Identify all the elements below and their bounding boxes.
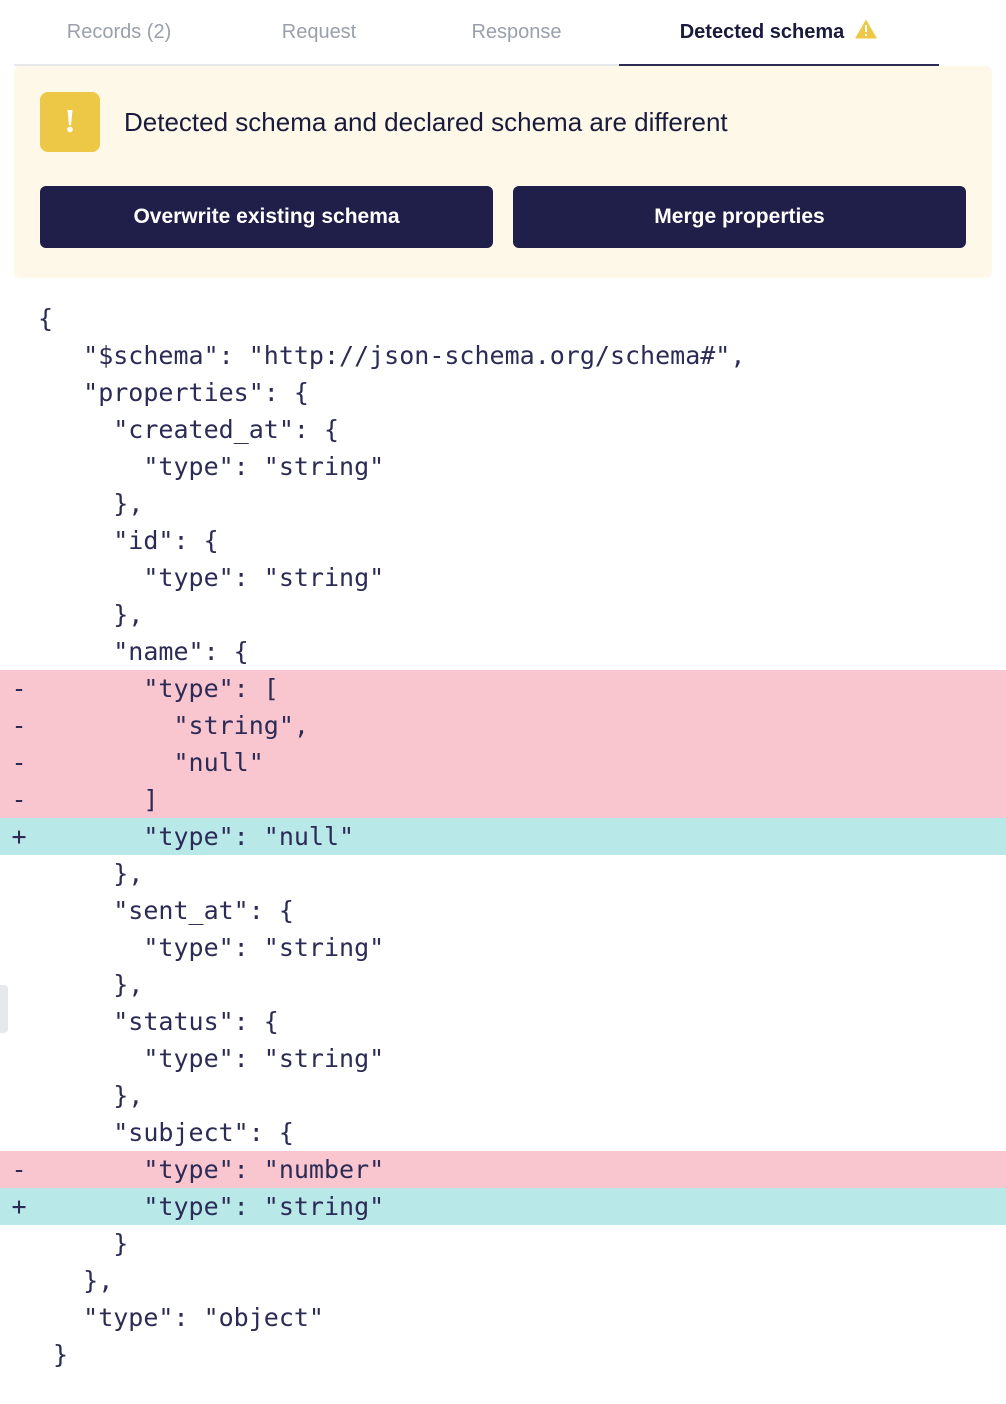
diff-line [0, 1077, 1006, 1114]
tab-detected-schema-label: Detected schema [679, 20, 845, 43]
diff-line [0, 1336, 1006, 1373]
diff-line-text: }, [38, 1266, 114, 1295]
diff-line [0, 522, 1006, 559]
diff-line-marker: - [11, 1155, 27, 1184]
banner-message: Detected schema and declared schema are different [124, 106, 728, 137]
diff-line-text: }, [38, 859, 144, 888]
diff-line-text: "id": { [38, 526, 219, 555]
diff-line [0, 1188, 1006, 1225]
tab-records[interactable] [14, 0, 224, 66]
diff-line [0, 374, 1006, 411]
diff-line [0, 1225, 1006, 1262]
diff-line-text: { [38, 304, 54, 333]
alert-exclamation-icon [40, 92, 100, 152]
diff-line-text: "type": "null" [38, 822, 355, 851]
diff-line [0, 966, 1006, 1003]
schema-diff-view[interactable] [0, 300, 1006, 1373]
diff-line-text: "type": [ [38, 674, 279, 703]
diff-line-marker: + [11, 822, 27, 851]
diff-line-text: } [38, 1229, 129, 1258]
diff-line-marker: + [11, 1192, 27, 1221]
diff-line-text: }, [38, 489, 144, 518]
scroll-indicator[interactable] [0, 985, 8, 1033]
diff-line [0, 411, 1006, 448]
diff-line-marker: - [11, 711, 27, 740]
diff-line [0, 670, 1006, 707]
diff-line [0, 485, 1006, 522]
tab-request-label: Request [281, 20, 357, 43]
diff-line [0, 596, 1006, 633]
diff-line-marker: - [11, 785, 27, 814]
diff-line-text: "$schema": "http://json-schema.org/schema#", [38, 341, 746, 370]
diff-line-text: "type": "string" [38, 452, 385, 481]
warning-triangle-icon [854, 18, 878, 46]
diff-line [0, 781, 1006, 818]
schema-mismatch-banner [14, 66, 992, 278]
diff-line-text: ] [38, 785, 159, 814]
diff-line-text: "type": "string" [38, 1192, 385, 1221]
diff-line-text: "type": "string" [38, 1044, 385, 1073]
diff-line-text: "string", [38, 711, 309, 740]
diff-line-text: "type": "string" [38, 933, 385, 962]
diff-line-text: }, [38, 1081, 144, 1110]
diff-line [0, 818, 1006, 855]
overwrite-existing-schema-button[interactable]: Overwrite existing schema [40, 186, 493, 248]
diff-line [0, 1114, 1006, 1151]
diff-line-text: "status": { [38, 1007, 279, 1036]
diff-line [0, 633, 1006, 670]
diff-line [0, 1262, 1006, 1299]
diff-line-text: "type": "string" [38, 563, 385, 592]
tab-response[interactable] [414, 0, 619, 66]
banner-message-row [40, 92, 966, 152]
diff-line [0, 300, 1006, 337]
diff-line-text: "created_at": { [38, 415, 340, 444]
diff-line-marker: - [11, 748, 27, 777]
tab-bar [0, 0, 1006, 66]
diff-line [0, 707, 1006, 744]
diff-line [0, 1003, 1006, 1040]
diff-line [0, 892, 1006, 929]
diff-line-text: }, [38, 600, 144, 629]
diff-line [0, 929, 1006, 966]
exclamation-glyph: ! [64, 103, 76, 140]
diff-line-text: "sent_at": { [38, 896, 294, 925]
diff-line-text: }, [38, 970, 144, 999]
diff-line-text: "null" [38, 748, 264, 777]
diff-line [0, 855, 1006, 892]
diff-line [0, 337, 1006, 374]
diff-line [0, 448, 1006, 485]
tab-detected-schema[interactable] [619, 0, 939, 66]
diff-line-text: "name": { [38, 637, 249, 666]
diff-line [0, 559, 1006, 596]
banner-actions [40, 186, 966, 248]
diff-line-text: } [38, 1340, 69, 1369]
diff-line-text: "subject": { [38, 1118, 294, 1147]
diff-line [0, 1151, 1006, 1188]
diff-line-text: "properties": { [38, 378, 309, 407]
tab-records-label: Records (2) [66, 20, 172, 43]
diff-line-marker: - [11, 674, 27, 703]
diff-line [0, 1040, 1006, 1077]
tab-response-label: Response [471, 20, 562, 43]
diff-line [0, 744, 1006, 781]
tab-request[interactable] [224, 0, 414, 66]
diff-line-text: "type": "object" [38, 1303, 324, 1332]
merge-properties-button[interactable]: Merge properties [513, 186, 966, 248]
diff-line-text: "type": "number" [38, 1155, 385, 1184]
diff-line [0, 1299, 1006, 1336]
